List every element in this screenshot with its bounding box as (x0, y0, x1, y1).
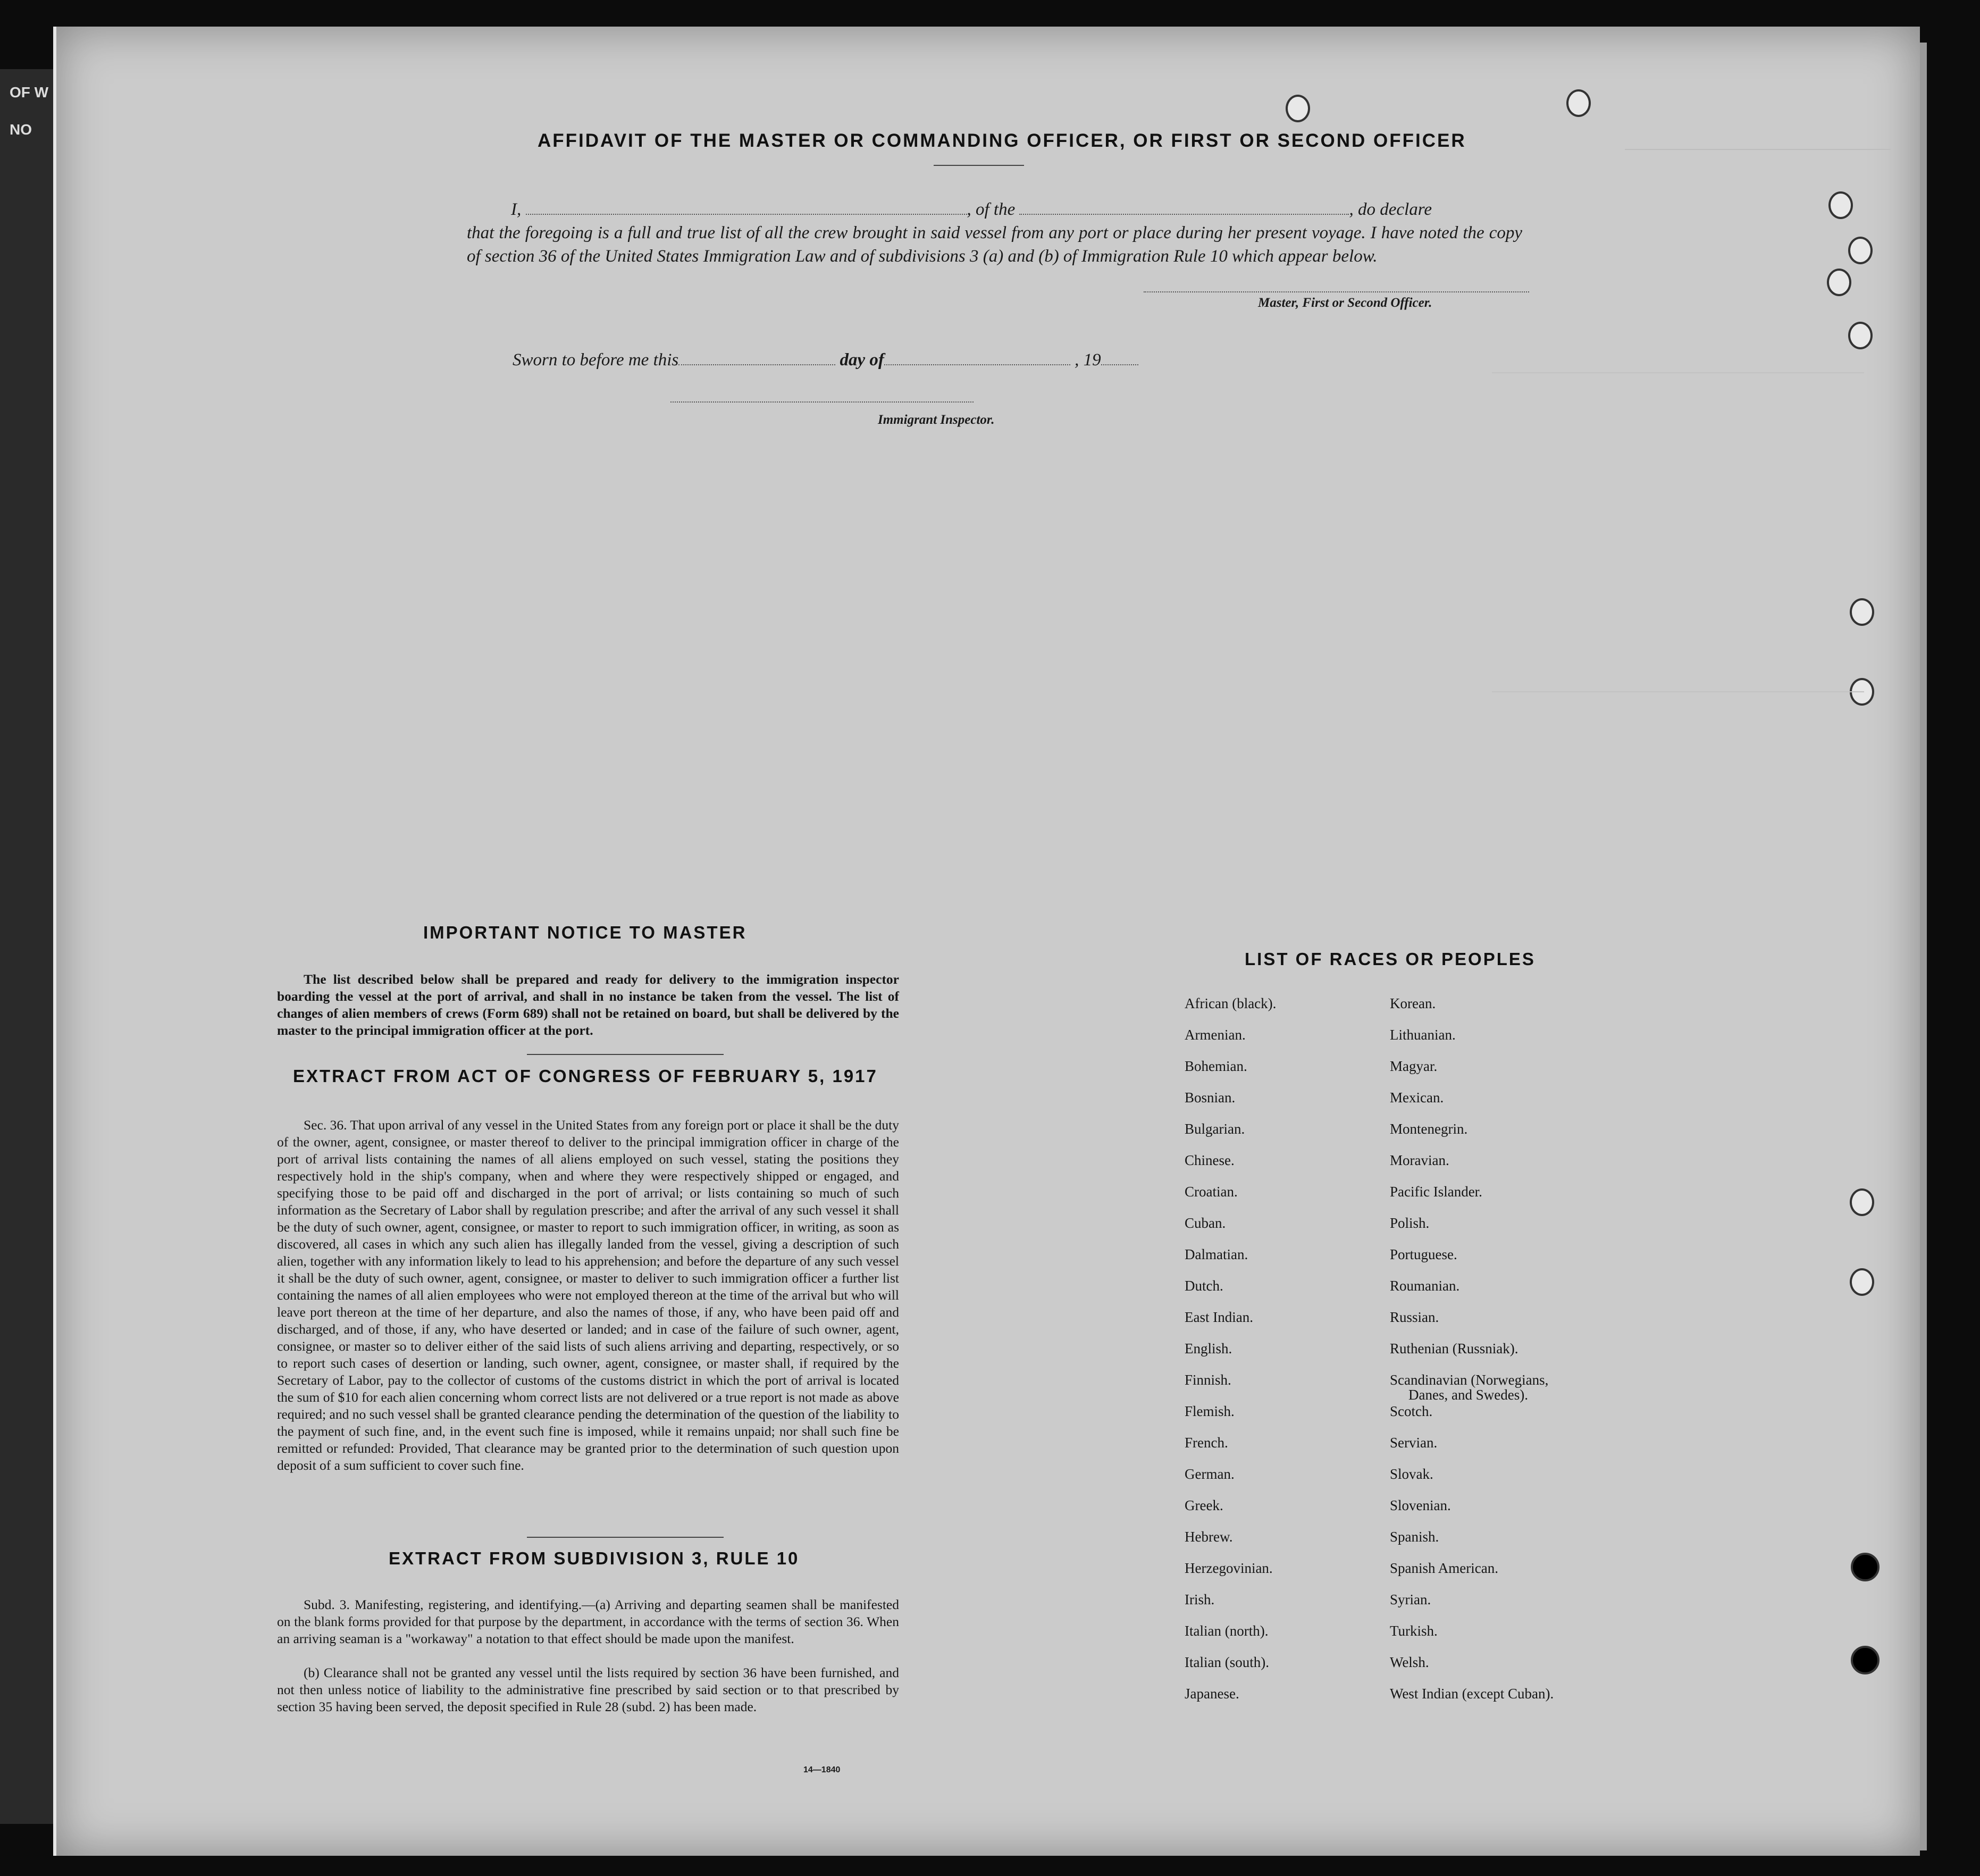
race-item: Japanese. (1185, 1686, 1239, 1702)
affidavit-title: AFFIDAVIT OF THE MASTER OR COMMANDING OFFICER, OR FIRST OR SECOND OFFICER (538, 130, 1466, 151)
inspector-signature-line (670, 401, 974, 403)
race-item: Bohemian. (1185, 1058, 1247, 1074)
race-item: Ruthenian (Russniak). (1390, 1341, 1518, 1356)
punch-hole-icon (1851, 1553, 1880, 1581)
notice-title: IMPORTANT NOTICE TO MASTER (423, 923, 747, 942)
race-item: German. (1185, 1466, 1235, 1482)
race-item: Roumanian. (1390, 1278, 1460, 1294)
race-item: Italian (south). (1185, 1654, 1269, 1670)
race-item: Montenegrin. (1390, 1121, 1468, 1137)
bleed-through (1492, 691, 1864, 692)
punch-hole-icon (1828, 191, 1853, 219)
race-item: West Indian (except Cuban). (1390, 1686, 1554, 1702)
vessel-blank (1019, 213, 1349, 215)
race-item: English. (1185, 1341, 1232, 1356)
race-item: Greek. (1185, 1497, 1223, 1513)
day-of-label: day of (840, 350, 884, 370)
race-item: Pacific Islander. (1390, 1184, 1482, 1200)
race-item: French. (1185, 1435, 1228, 1451)
bleed-through (1492, 372, 1864, 373)
race-item: Magyar. (1390, 1058, 1438, 1074)
race-item: Cuban. (1185, 1215, 1226, 1231)
extract-rule-para-a: Subd. 3. Manifesting, registering, and identifying.—(a) Arriving and departing seamen shall be manifested on the blank forms provided for that purpose by the department, in accordance with the terms of section 36. When an arriving seaman is a "workaway" a notation to that effect should be made upon the manifest. (277, 1597, 899, 1646)
punch-hole-icon (1850, 1188, 1874, 1216)
form-number: 14—1840 (803, 1765, 841, 1774)
inspector-label: Immigrant Inspector. (878, 413, 995, 427)
affidavit-line1 (511, 198, 1558, 221)
year-label: , 19 (1075, 350, 1101, 370)
extract-rule-para-b: (b) Clearance shall not be granted any vessel until the lists required by section 36 have been furnished, and not then unless notice of liability to the administrative fine prescribed by said section or to that prescribed by section 35 having been served, the deposit specified in Rule 28 (subd. 2) has been made. (277, 1665, 899, 1714)
sworn-line (513, 348, 1138, 372)
race-item: Dalmatian. (1185, 1246, 1248, 1262)
race-item: Mexican. (1390, 1090, 1444, 1106)
margin-mark: NO (10, 121, 32, 138)
bleed-through (1625, 149, 1891, 150)
affidavit-declare-label: , do declare (1349, 200, 1432, 219)
margin-mark: OF W (10, 84, 49, 100)
punch-hole-icon (1848, 322, 1873, 349)
race-item: Bulgarian. (1185, 1121, 1245, 1137)
race-item: Croatian. (1185, 1184, 1238, 1200)
extract-rule-title: EXTRACT FROM SUBDIVISION 3, RULE 10 (389, 1548, 800, 1568)
punch-hole-icon (1850, 598, 1874, 626)
race-item: Chinese. (1185, 1152, 1235, 1168)
race-item: Scotch. (1390, 1403, 1433, 1419)
affidavit-i-label: I, (511, 200, 522, 219)
race-item: Bosnian. (1185, 1090, 1236, 1106)
race-item: Italian (north). (1185, 1623, 1269, 1639)
race-item: Scandinavian (Norwegians, (1390, 1372, 1549, 1388)
race-item: Hebrew. (1185, 1529, 1233, 1545)
divider (934, 165, 1024, 166)
race-item: Flemish. (1185, 1403, 1235, 1419)
extract-act-body: Sec. 36. That upon arrival of any vessel in the United States from any foreign port or place it shall be the duty of the owner, agent, consignee, or master thereof to deliver to the principal immigration officer in charge of the port of arrival lists containing the names of all aliens employed on such vessel, stating the positions they respectively hold in the ship's company, when and where they were respectively shipped or engaged, and specifying those to be paid off and discharged in the port of arrival; or lists containing so much of such information as the Secretary of Labor shall by regulation prescribe; and after the arrival of any such vessel it shall be the duty of such owner, agent, consignee, or master to report to such immigration officer, in writing, as soon as discovered, all cases in which any such alien has illegally landed from the vessel, giving a description of such alien, together with any information likely to lead to his apprehension; and before the departure of any such vessel it shall be the duty of such owner, agent, consignee, or master to deliver to such immigration officer a further list containing the names of all alien employees who were not employed thereon at the time of the arrival but who will leave port thereon at the time of her departure, and also the names of those, if any, who have been paid off and discharged, and of those, if any, who have deserted or landed; and in case of the failure of such owner, agent, consignee, or master so to deliver either of the said lists of such aliens arriving and departing, respectively, or so to report such cases of desertion or landing, such owner, agent, consignee, or master shall, if required by the Secretary of Labor, pay to the collector of customs of the customs district in which the port of arrival is located the sum of $10 for each alien concerning whom correct lists are not delivered or a true report is not made as above required; and no such vessel shall be granted clearance pending the determination of the question of the liability to the payment of such fine, and, in the event such fine is imposed, while it remains unpaid; nor shall such fine be remitted or refunded: Provided, That clearance may be granted prior to the determination of such question upon deposit of a sum sufficient to cover such fine. (277, 1117, 899, 1473)
race-item: Welsh. (1390, 1654, 1429, 1670)
punch-hole-icon (1286, 95, 1310, 122)
affidavit-of-the-label: , of the (967, 200, 1016, 219)
races-title: LIST OF RACES OR PEOPLES (1245, 949, 1536, 969)
punch-hole-icon (1848, 237, 1873, 264)
divider (527, 1054, 724, 1055)
race-item: Spanish American. (1390, 1560, 1498, 1576)
race-item: Moravian. (1390, 1152, 1449, 1168)
name-blank (526, 213, 967, 215)
race-item: Finnish. (1185, 1372, 1231, 1388)
race-item: Slovenian. (1390, 1497, 1451, 1513)
race-item: Slovak. (1390, 1466, 1433, 1482)
affidavit-body: that the foregoing is a full and true list of all the crew brought in said vessel from any port or place during her present voyage. I have noted the copy of section 36 of the United States Immigration Law and of subdivisions 3 (a) and (b) of Immigration Rule 10 which appear below. (467, 223, 1522, 266)
race-item: Armenian. (1185, 1027, 1246, 1043)
race-item: Herzegovinian. (1185, 1560, 1273, 1576)
day-blank (678, 364, 835, 365)
race-item: Russian. (1390, 1309, 1439, 1325)
race-item: Irish. (1185, 1592, 1215, 1607)
punch-hole-icon (1827, 269, 1851, 296)
signature-label: Master, First or Second Officer. (1258, 296, 1432, 310)
race-item: Danes, and Swedes). (1408, 1387, 1528, 1403)
notice-body: The list described below shall be prepared and ready for delivery to the immigration inspector boarding the vessel at the port of arrival, and shall in no instance be taken from the vessel. The list of changes of alien members of crews (Form 689) shall not be retained on board, but shall be delivered by the master to the principal immigration officer at the port. (277, 972, 899, 1038)
race-item: Dutch. (1185, 1278, 1223, 1294)
race-item: Polish. (1390, 1215, 1430, 1231)
race-item: Spanish. (1390, 1529, 1439, 1545)
month-blank (884, 364, 1070, 365)
signature-line (1144, 291, 1529, 292)
race-item: Syrian. (1390, 1592, 1431, 1607)
race-item: Turkish. (1390, 1623, 1438, 1639)
sworn-label: Sworn to before me this (513, 350, 679, 370)
race-item: African (black). (1185, 995, 1277, 1011)
race-item: Servian. (1390, 1435, 1438, 1451)
punch-hole-icon (1566, 89, 1591, 117)
race-item: East Indian. (1185, 1309, 1253, 1325)
race-item: Lithuanian. (1390, 1027, 1456, 1043)
punch-hole-icon (1850, 1268, 1874, 1296)
extract-act-title: EXTRACT FROM ACT OF CONGRESS OF FEBRUARY 5, 1917 (293, 1066, 878, 1086)
divider (527, 1537, 724, 1538)
punch-hole-icon (1851, 1646, 1880, 1674)
document-page (53, 27, 1920, 1856)
race-item: Korean. (1390, 995, 1436, 1011)
year-blank (1101, 364, 1138, 365)
race-item: Portuguese. (1390, 1246, 1457, 1262)
adjacent-page-strip (0, 69, 53, 1824)
